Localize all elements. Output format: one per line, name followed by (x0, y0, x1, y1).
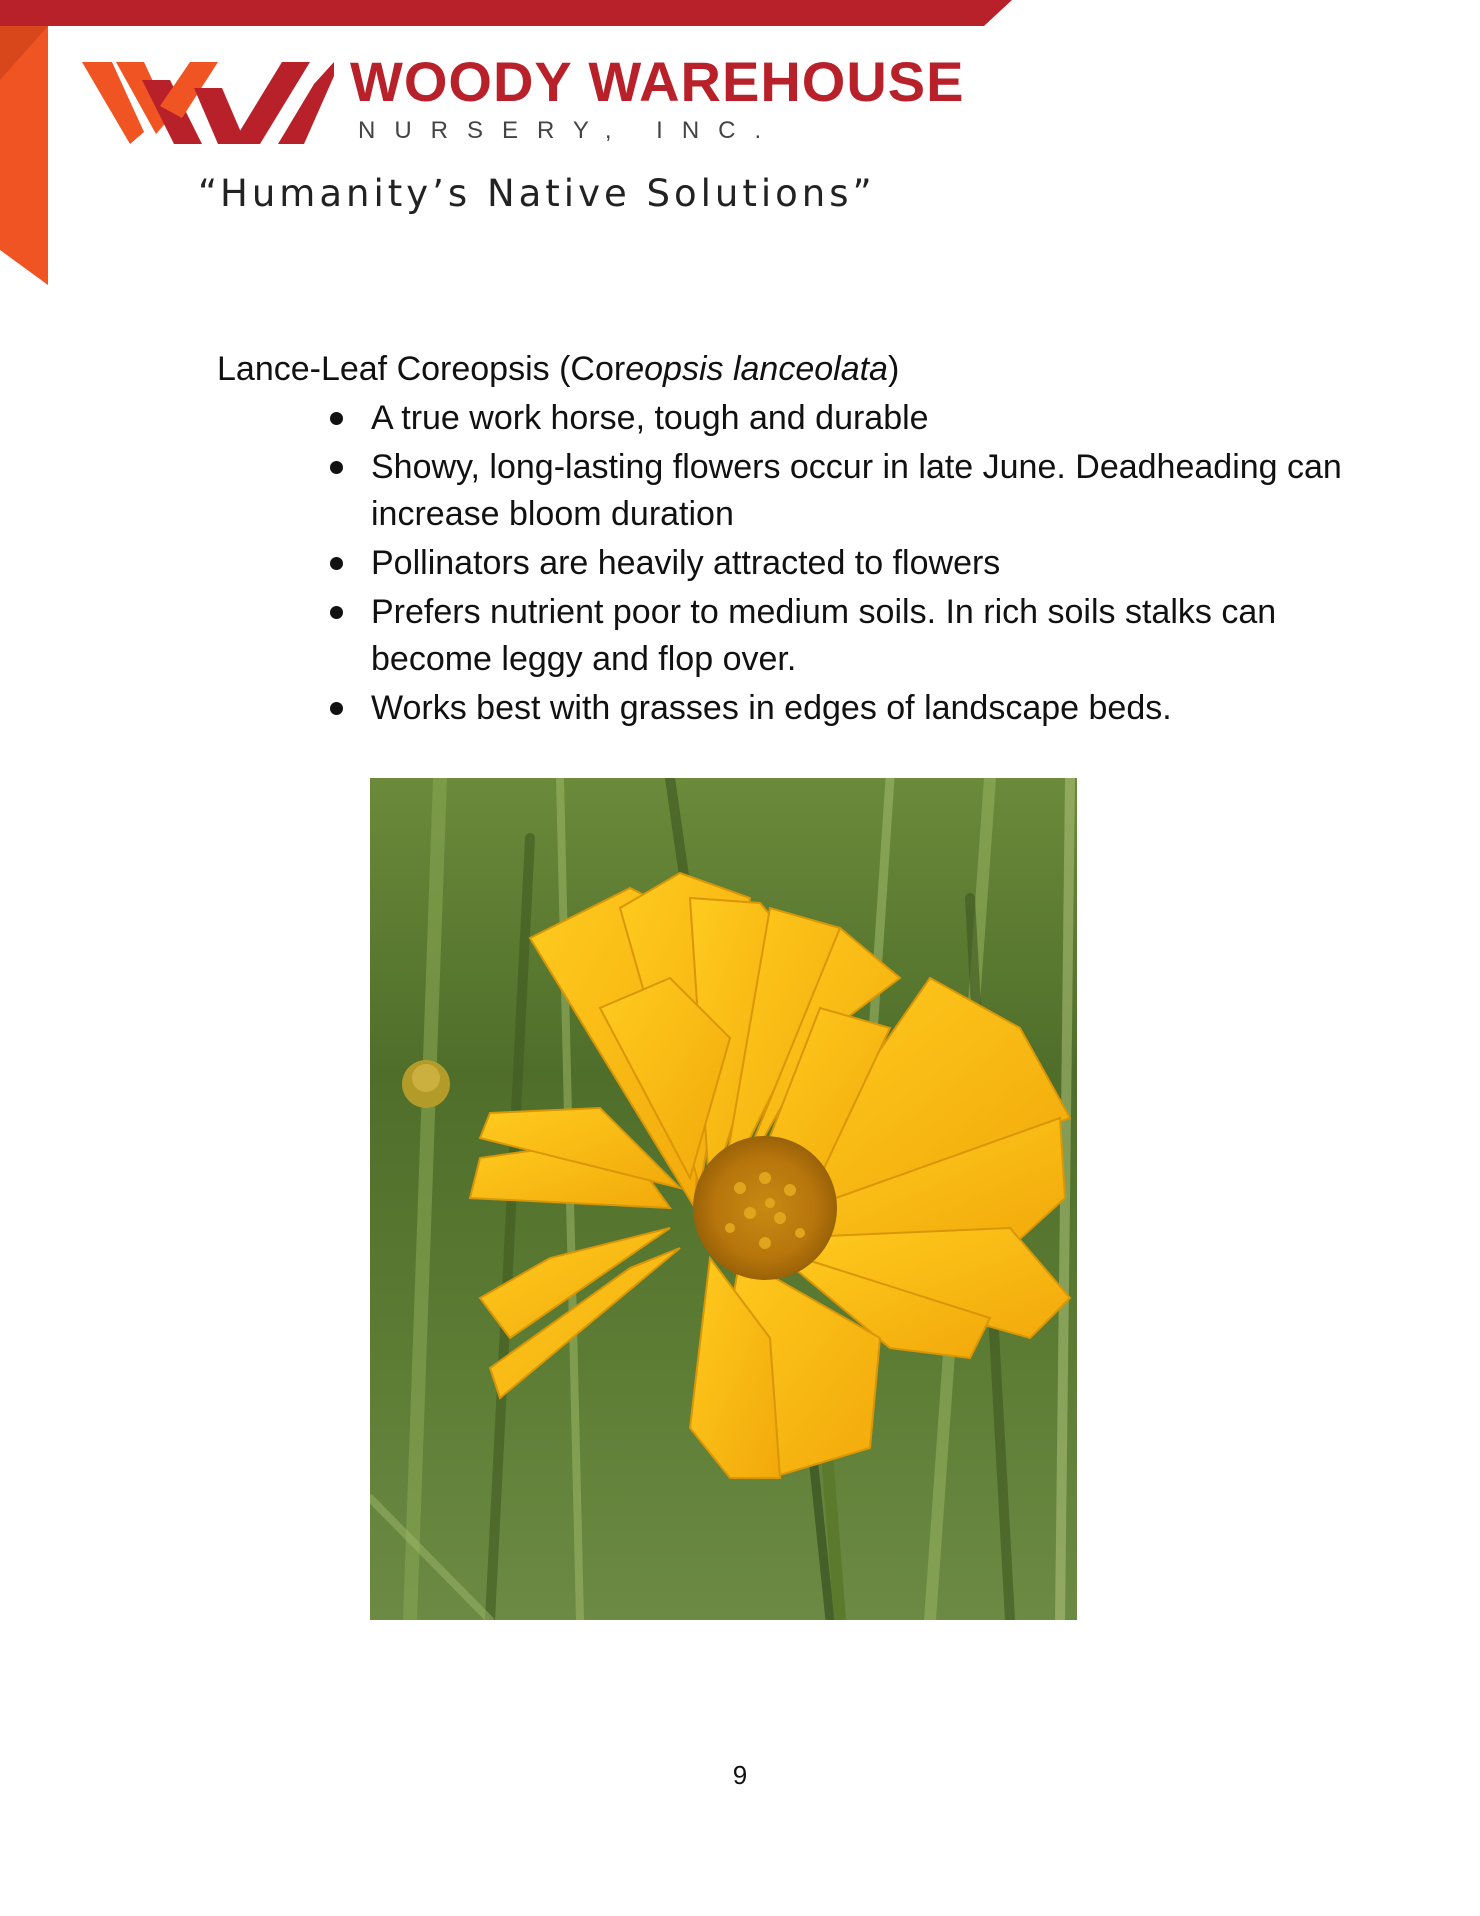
ww-logo-icon (82, 62, 334, 144)
brand-name: WOODY WAREHOUSE (350, 50, 965, 113)
list-item-text: Showy, long-lasting flowers occur in late June. Deadheading can increase bloom duration (371, 448, 1342, 533)
bullet-icon (330, 557, 343, 570)
bullet-icon (330, 461, 343, 474)
list-item (330, 540, 1370, 587)
common-name: Lance-Leaf Coreopsis ( (217, 350, 571, 388)
flower-photo (370, 778, 1077, 1620)
list-item (330, 444, 1370, 538)
list-item (330, 685, 1370, 732)
list-item-text: Pollinators are heavily attracted to flowers (371, 544, 1001, 582)
bullet-icon (330, 702, 343, 715)
brand-subtitle: NURSERY, INC. (358, 117, 781, 144)
list-item-text: Works best with grasses in edges of landscape beds. (371, 689, 1172, 727)
list-item (330, 589, 1370, 683)
list-item (330, 395, 1370, 442)
list-item-text: A true work horse, tough and durable (371, 399, 929, 437)
scientific-prefix: Cor (570, 350, 626, 388)
tagline: “Humanity’s Native Solutions” (198, 172, 876, 215)
bullet-icon (330, 412, 343, 425)
bullet-icon (330, 606, 343, 619)
closing-paren: ) (887, 350, 900, 388)
list-item-text: Prefers nutrient poor to medium soils. In rich soils stalks can become leggy and flop over. (371, 593, 1277, 678)
header-left-band (0, 0, 48, 285)
page-number: 9 (732, 1760, 748, 1790)
header-top-band (0, 0, 1012, 26)
scientific-name: eopsis lanceolata (625, 350, 888, 388)
feature-list (330, 395, 1370, 734)
plant-heading (217, 348, 899, 390)
